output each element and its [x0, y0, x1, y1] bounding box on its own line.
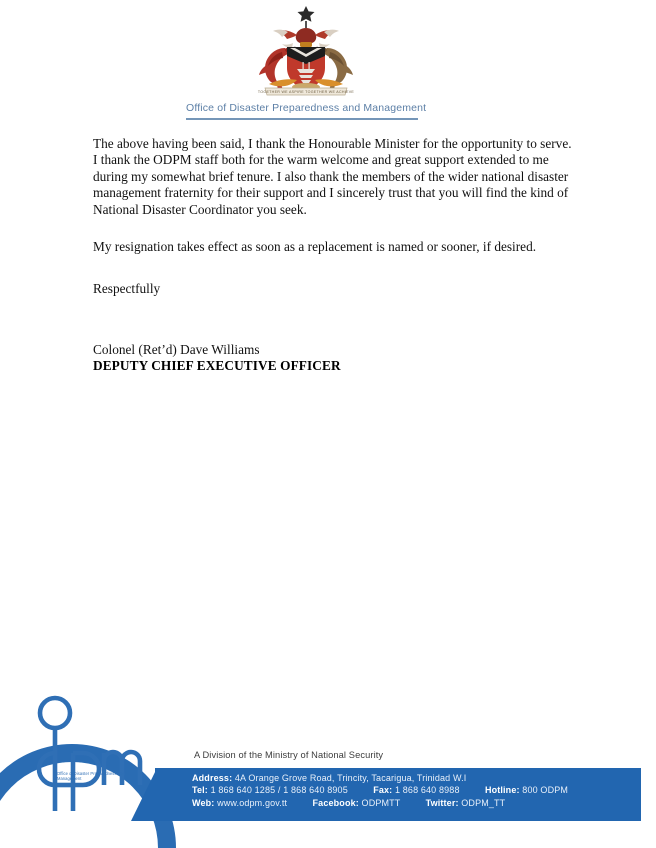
signature-block	[93, 342, 575, 374]
web-label: Web:	[192, 797, 215, 808]
web-value[interactable]: www.odpm.gov.tt	[217, 797, 288, 808]
fax-value: 1 868 640 8988	[394, 785, 460, 796]
tel-value: 1 868 640 1285 / 1 868 640 8905	[210, 785, 348, 796]
hotline-label: Hotline:	[484, 785, 520, 796]
contact-web-line	[192, 797, 642, 809]
page-footer	[0, 668, 656, 848]
tel-label: Tel:	[192, 785, 208, 796]
twitter-value[interactable]: ODPM_TT	[461, 797, 506, 808]
svg-text:TOGETHER WE ASPIRE TOGETHER WE: TOGETHER WE ASPIRE TOGETHER WE ACHIEVE	[257, 90, 355, 95]
letter-paragraph-1: The above having been said, I thank the Honourable Minister for the opportunity to serve. I thank the ODPM staff both for the warm welcome and great support extended to me during my somewhat brief tenure. I also thank the members of the wider national disaster management fraternity for their support and I sincerely trust that you will find the kind of National Disaster Coordinator you seek.	[93, 136, 572, 217]
fax-label: Fax:	[373, 785, 393, 796]
signatory-name: Colonel (Ret’d) Dave Williams	[93, 341, 260, 357]
letter-body	[93, 136, 575, 374]
ministry-division-line: A Division of the Ministry of National Security	[194, 750, 384, 760]
letterhead-divider	[186, 118, 418, 120]
facebook-label: Facebook:	[312, 797, 359, 808]
address-label: Address:	[192, 773, 233, 783]
hotline-value: 800 ODPM	[522, 785, 569, 796]
contact-details	[192, 772, 642, 809]
letterhead-organization-name: Office of Disaster Preparedness and Management	[186, 102, 427, 114]
signatory-title: DEPUTY CHIEF EXECUTIVE OFFICER	[93, 358, 341, 374]
trinidad-and-tobago-coat-of-arms-icon	[247, 2, 365, 98]
odpm-logo-icon	[16, 693, 151, 818]
contact-address-line	[192, 772, 642, 784]
address-value: 4A Orange Grove Road, Trincity, Tacarigua, Trinidad W.I	[234, 773, 467, 783]
letter-paragraph-2: My resignation takes effect as soon as a replacement is named or sooner, if desired.	[93, 239, 537, 255]
letter-closing: Respectfully	[93, 281, 161, 297]
facebook-value[interactable]: ODPMTT	[361, 797, 401, 808]
odpm-logo-subtitle: Office of Disaster Preparedness and Management	[57, 771, 125, 782]
contact-phone-line	[192, 784, 642, 796]
letterhead	[0, 0, 656, 128]
twitter-label: Twitter:	[425, 797, 459, 808]
